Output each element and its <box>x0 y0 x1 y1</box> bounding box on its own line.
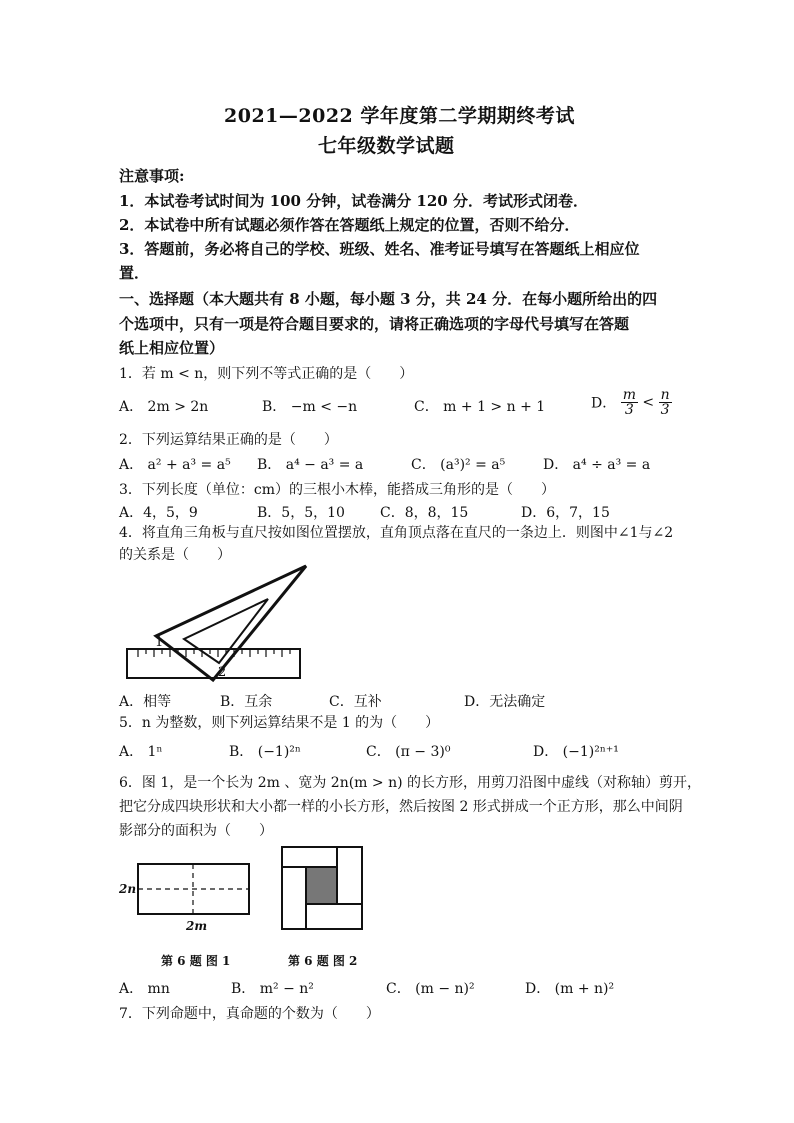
q4-option-b: B．互余 <box>220 694 273 710</box>
q5-option-b: B． (−1)²ⁿ <box>229 744 301 760</box>
q4-option-c: C．互补 <box>329 694 382 710</box>
q3-option-b: B．5，5，10 <box>257 505 345 521</box>
question-5-stem: 5．n 为整数，则下列运算结果不是 1 的为（ ） <box>119 715 440 731</box>
fraction <box>659 388 672 417</box>
bottom-label: 2m <box>186 919 208 933</box>
q1-d-prefix: D． <box>591 395 617 412</box>
q4-option-a: A．相等 <box>119 694 172 710</box>
q5-option-a: A． 1ⁿ <box>119 744 163 760</box>
figure-2-caption: 第 6 题 图 2 <box>288 954 358 968</box>
section-heading: 一、选择题（本大题共有 8 小题，每小题 3 分，共 24 分．在每小题所给出的四 <box>119 290 658 308</box>
q4-option-d: D．无法确定 <box>464 694 546 710</box>
shaded-center <box>307 868 336 903</box>
q1-d-op: < <box>642 394 655 411</box>
denominator: 3 <box>624 402 634 418</box>
q1-option-a: A． 2m > 2n <box>119 399 209 415</box>
numerator: n <box>660 387 670 403</box>
question-2-stem: 2．下列运算结果正确的是（ ） <box>119 432 338 448</box>
q6-figure-2 <box>280 845 364 931</box>
q4-figure <box>118 562 313 684</box>
side-label: 2n <box>119 882 137 896</box>
q5-option-c: C． (π − 3)⁰ <box>366 744 451 760</box>
notice-label: 注意事项: <box>119 167 185 185</box>
q2-option-c: C． (a³)² = a⁵ <box>411 457 506 473</box>
q6-option-a: A． mn <box>119 981 170 997</box>
notice-item: 1．本试卷考试时间为 100 分钟，试卷满分 120 分．考试形式闭卷． <box>119 192 588 210</box>
q2-option-a: A． a² + a³ = a⁵ <box>119 457 231 473</box>
question-4-stem-cont: 的关系是（ ） <box>119 547 231 563</box>
q6-option-b: B． m² − n² <box>231 981 314 997</box>
q6-figure-1 <box>116 858 256 934</box>
question-6-stem-cont: 影部分的面积为（ ） <box>119 823 273 839</box>
q1-option-c: C． m + 1 > n + 1 <box>414 399 546 415</box>
question-4-stem: 4．将直角三角板与直尺按如图位置摆放，直角顶点落在直尺的一条边上．则图中∠1与∠2 <box>119 525 674 541</box>
question-7-stem: 7．下列命题中，真命题的个数为（ ） <box>119 1006 380 1022</box>
q1-option-b: B． −m < −n <box>262 399 358 415</box>
exam-title: 2021—2022 学年度第二学期期终考试 <box>224 105 575 127</box>
question-6-stem: 6．图 1，是一个长为 2m 、宽为 2n(m > n) 的长方形，用剪刀沿图中虚线（对称轴）剪开， <box>119 775 702 791</box>
question-6-stem-cont: 把它分成四块形状和大小都一样的小长方形，然后按图 2 形式拼成一个正方形，那么中间阴 <box>119 799 683 815</box>
denominator: 3 <box>660 402 670 418</box>
q2-option-d: D． a⁴ ÷ a³ = a <box>543 457 651 473</box>
q3-option-c: C．8，8，15 <box>380 505 469 521</box>
numerator: m <box>622 387 636 403</box>
q6-option-d: D． (m + n)² <box>525 981 615 997</box>
figure-1-caption: 第 6 题 图 1 <box>161 954 231 968</box>
q5-option-d: D． (−1)²ⁿ⁺¹ <box>533 744 619 760</box>
exam-subtitle: 七年级数学试题 <box>318 135 455 157</box>
section-heading: 个选项中，只有一项是符合题目要求的，请将正确选项的字母代号填写在答题 <box>119 315 630 333</box>
angle-2-label: 2 <box>218 665 227 680</box>
notice-item: 3．答题前，务必将自己的学校、班级、姓名、准考证号填写在答题纸上相应位 <box>119 240 640 258</box>
notice-item: 置． <box>119 264 150 282</box>
notice-item: 2．本试卷中所有试题必须作答在答题纸上规定的位置，否则不给分． <box>119 216 580 234</box>
question-1-stem: 1．若 m < n，则下列不等式正确的是（ ） <box>119 366 414 382</box>
q2-option-b: B． a⁴ − a³ = a <box>257 457 364 473</box>
q6-option-c: C． (m − n)² <box>386 981 475 997</box>
q1-option-d <box>591 388 672 417</box>
question-3-stem: 3．下列长度（单位：cm）的三根小木棒，能搭成三角形的是（ ） <box>119 482 556 498</box>
section-heading: 纸上相应位置） <box>119 339 225 357</box>
q3-option-a: A．4，5，9 <box>119 505 198 521</box>
angle-1-label: 1 <box>155 635 164 650</box>
fraction <box>621 388 638 417</box>
q3-option-d: D．6，7，15 <box>521 505 610 521</box>
